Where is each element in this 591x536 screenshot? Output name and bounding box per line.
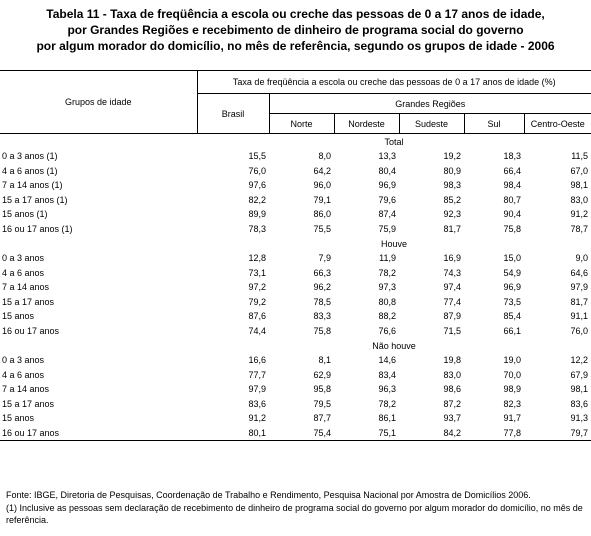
table-title (0, 6, 591, 54)
title-line-3: por algum morador do domicílio, no mês de referência, segundo os grupos de idade - 2006 (36, 39, 555, 53)
table-cell: 86,0 (313, 209, 331, 220)
table-cell: 66,3 (313, 267, 331, 278)
table-cell: 92,3 (443, 209, 461, 220)
section-spacer (0, 236, 197, 251)
table-cell: 19,2 (443, 151, 461, 162)
table-row (0, 251, 591, 266)
table-cell: 15,5 (248, 151, 266, 162)
table-cell: 98,4 (503, 180, 521, 191)
table-cell: 83,6 (570, 398, 589, 409)
table-cell: 98,9 (503, 384, 521, 395)
table-cell: 74,4 (248, 325, 266, 336)
row-label: 15 a 17 anos (2, 398, 55, 409)
row-label: 0 a 3 anos (1) (2, 151, 58, 162)
table-cell: 87,2 (443, 398, 461, 409)
header-region-centro-oeste: Centro-Oeste (524, 114, 591, 134)
table-cell: 79,1 (313, 194, 331, 205)
row-label: 0 a 3 anos (2, 253, 45, 264)
table-row (0, 295, 591, 310)
table-cell: 83,0 (443, 369, 461, 380)
table-cell: 15,0 (503, 253, 521, 264)
row-label: 4 a 6 anos (2, 267, 45, 278)
section-spacer (0, 338, 197, 353)
table-cell: 85,4 (503, 311, 521, 322)
table-cell: 74,3 (443, 267, 461, 278)
table-row (0, 178, 591, 193)
table-cell: 83,4 (378, 369, 396, 380)
table-cell: 96,3 (378, 384, 396, 395)
table-notes (6, 489, 586, 527)
table-cell: 97,9 (570, 282, 589, 293)
table-cell: 11,5 (571, 151, 589, 162)
header-brasil: Brasil (197, 94, 269, 134)
section-row (0, 236, 591, 251)
table-cell: 98,3 (443, 180, 461, 191)
table-cell: 54,9 (503, 267, 521, 278)
table-cell: 75,8 (313, 325, 331, 336)
row-label: 15 anos (1) (2, 209, 48, 220)
table-cell: 73,1 (248, 267, 266, 278)
section-title: Não houve (372, 340, 416, 351)
table-cell: 83,0 (570, 194, 589, 205)
table-cell: 73,5 (503, 296, 521, 307)
header-grupos-idade: Grupos de idade (0, 71, 197, 134)
table-cell: 79,5 (313, 398, 331, 409)
row-label: 16 ou 17 anos (1) (2, 223, 73, 234)
table-cell: 97,9 (248, 384, 266, 395)
table-row (0, 411, 591, 426)
table-cell: 76,0 (248, 165, 266, 176)
table-cell: 91,1 (570, 311, 589, 322)
section-row (0, 338, 591, 353)
table-cell: 75,8 (503, 223, 521, 234)
row-label: 4 a 6 anos (1) (2, 165, 58, 176)
table-cell: 90,4 (503, 209, 521, 220)
table-cell: 79,6 (378, 194, 396, 205)
table-cell: 82,3 (503, 398, 521, 409)
title-line-1: Tabela 11 - Taxa de freqüência a escola ou creche das pessoas de 0 a 17 anos de idade, (46, 7, 545, 21)
table-cell: 98,1 (570, 180, 589, 191)
table-cell: 79,7 (524, 426, 591, 441)
table-cell: 96,0 (313, 180, 331, 191)
table-cell: 71,5 (443, 325, 461, 336)
table-cell: 96,9 (503, 282, 521, 293)
table-row (0, 149, 591, 164)
table-row (0, 222, 591, 237)
table-cell: 13,3 (378, 151, 396, 162)
section-title: Houve (381, 238, 408, 249)
row-label: 4 a 6 anos (2, 369, 45, 380)
table-cell: 86,1 (378, 413, 396, 424)
table-cell: 88,2 (378, 311, 396, 322)
header-region-nordeste: Nordeste (334, 114, 399, 134)
table-header (0, 71, 591, 134)
header-caption: Taxa de freqüência a escola ou creche das pessoas de 0 a 17 anos de idade (%) (197, 71, 591, 94)
header-grandes-regioes: Grandes Regiões (269, 94, 591, 114)
table-cell: 91,3 (570, 413, 589, 424)
table-cell: 16,6 (248, 355, 266, 366)
row-label: 7 a 14 anos (1) (2, 180, 63, 191)
table-cell: 67,0 (570, 165, 589, 176)
table-row (0, 266, 591, 281)
table-cell: 76,0 (570, 325, 589, 336)
section-spacer (0, 134, 197, 150)
table-cell: 81,7 (443, 223, 461, 234)
table-row (0, 368, 591, 383)
table-cell: 96,9 (378, 180, 396, 191)
table-cell: 98,1 (570, 384, 589, 395)
table-row (0, 164, 591, 179)
table-cell: 78,5 (313, 296, 331, 307)
row-label: 7 a 14 anos (2, 384, 50, 395)
row-label: 15 anos (2, 413, 35, 424)
table-cell: 78,2 (378, 398, 396, 409)
header-region-sudeste: Sudeste (399, 114, 464, 134)
table-cell: 75,5 (313, 223, 331, 234)
table-row (0, 397, 591, 412)
table-cell: 78,2 (378, 267, 396, 278)
table-cell: 11,9 (379, 253, 396, 264)
table-row (0, 309, 591, 324)
table-cell: 66,4 (503, 165, 521, 176)
table-cell: 80,4 (378, 165, 396, 176)
table-cell: 87,4 (378, 209, 396, 220)
table-cell: 76,6 (378, 325, 396, 336)
table-cell: 77,7 (248, 369, 266, 380)
table-row (0, 382, 591, 397)
table-cell: 77,8 (464, 426, 524, 441)
table-cell: 83,6 (248, 398, 266, 409)
table-cell: 80,1 (197, 426, 269, 441)
table-row (0, 280, 591, 295)
table-cell: 64,6 (570, 267, 589, 278)
table-cell: 75,9 (378, 223, 396, 234)
table-cell: 83,3 (313, 311, 331, 322)
table-cell: 91,2 (570, 209, 589, 220)
table-row (0, 353, 591, 368)
row-label: 15 anos (2, 311, 35, 322)
table-cell: 9,0 (575, 253, 589, 264)
table-cell: 80,7 (503, 194, 521, 205)
table-cell: 8,1 (318, 355, 331, 366)
table-cell: 87,6 (248, 311, 266, 322)
table-cell: 75,1 (334, 426, 399, 441)
table-cell: 87,7 (313, 413, 331, 424)
table-cell: 87,9 (443, 311, 461, 322)
table-cell: 95,8 (313, 384, 331, 395)
source-note: Fonte: IBGE, Diretoria de Pesquisas, Coordenação de Trabalho e Rendimento, Pesquisa Nacional por Amostra de Domicílios 2006. (6, 490, 531, 500)
table-cell: 18,3 (503, 151, 521, 162)
table-cell: 70,0 (503, 369, 521, 380)
row-label: 0 a 3 anos (2, 355, 45, 366)
table-cell: 98,6 (443, 384, 461, 395)
table-cell: 62,9 (313, 369, 331, 380)
table-cell: 67,9 (570, 369, 589, 380)
table-cell: 64,2 (313, 165, 331, 176)
table-cell: 19,0 (503, 355, 521, 366)
table-row (0, 193, 591, 208)
table-row (0, 324, 591, 339)
table-row (0, 426, 591, 441)
row-label: 16 ou 17 anos (2, 325, 60, 336)
row-label: 16 ou 17 anos (0, 426, 197, 441)
row-label: 15 a 17 anos (1) (2, 194, 68, 205)
table-body (0, 134, 591, 441)
table-cell: 96,2 (313, 282, 331, 293)
table-cell: 77,4 (443, 296, 461, 307)
table-cell: 97,3 (378, 282, 396, 293)
header-region-sul: Sul (464, 114, 524, 134)
table-cell: 8,0 (318, 151, 331, 162)
table-cell: 78,7 (570, 223, 589, 234)
row-label: 15 a 17 anos (2, 296, 55, 307)
table-cell: 66,1 (503, 325, 521, 336)
table-cell: 82,2 (248, 194, 266, 205)
section-title: Total (384, 136, 404, 147)
data-table (0, 70, 591, 441)
table-cell: 80,9 (443, 165, 461, 176)
table-cell: 78,3 (248, 223, 266, 234)
title-line-2: por Grandes Regiões e recebimento de dinheiro de programa social do governo (67, 23, 524, 37)
table-cell: 85,2 (443, 194, 461, 205)
table-cell: 12,2 (570, 355, 589, 366)
table-cell: 81,7 (570, 296, 589, 307)
table-cell: 14,6 (378, 355, 396, 366)
table-cell: 91,7 (503, 413, 521, 424)
table-cell: 93,7 (443, 413, 461, 424)
table-cell: 97,4 (443, 282, 461, 293)
section-row (0, 134, 591, 150)
table-cell: 89,9 (248, 209, 266, 220)
footnote-1: (1) Inclusive as pessoas sem declaração de recebimento de dinheiro de programa social do governo por algum morador do domicílio, no mês de referência. (6, 502, 583, 525)
header-region-norte: Norte (269, 114, 334, 134)
table-cell: 79,2 (248, 296, 266, 307)
table-cell: 80,8 (378, 296, 396, 307)
table-cell: 7,9 (318, 253, 331, 264)
table-cell: 97,2 (248, 282, 266, 293)
table-cell: 16,9 (443, 253, 461, 264)
table-cell: 75,4 (269, 426, 334, 441)
table-cell: 97,6 (248, 180, 266, 191)
table-cell: 84,2 (399, 426, 464, 441)
table-cell: 12,8 (248, 253, 266, 264)
table-row (0, 207, 591, 222)
table-cell: 19,8 (443, 355, 461, 366)
table-cell: 91,2 (248, 413, 266, 424)
row-label: 7 a 14 anos (2, 282, 50, 293)
